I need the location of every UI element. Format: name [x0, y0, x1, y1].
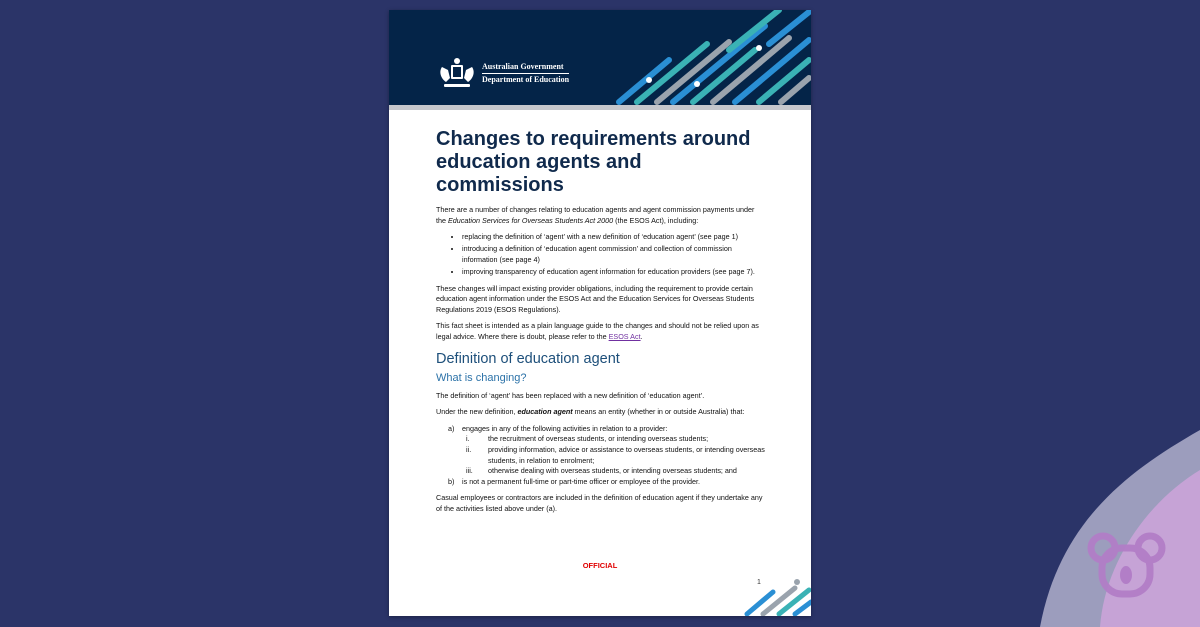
section-heading: Definition of education agent: [436, 350, 620, 367]
casual-employees-paragraph: Casual employees or contractors are included in the definition of education agent if they undertake any of the activities listed above under (a).: [436, 493, 763, 513]
impact-paragraph: These changes will impact existing provider obligations, including the requirement to provide certain education agent information under the ESOS Act and the Education Services for Overseas Students Regulations 2019 (ESOS Regulations).: [436, 283, 755, 314]
list-item: ii. providing information, advice or assistance to overseas students, or intending overseas students, in relation to enrolment;: [466, 444, 765, 465]
document-page: [389, 10, 811, 616]
banner-stripes-decoration: [609, 10, 811, 105]
logo-line-government: Australian Government: [482, 61, 569, 74]
changes-list: [436, 232, 766, 277]
definition-paragraph: Under the new definition, education agent means an entity (whether in or outside Australia) that:: [436, 407, 745, 417]
koala-nose: [1120, 566, 1132, 584]
list-item: • introducing a definition of ‘education agent commission’ and collection of commission information (see page 4): [462, 244, 766, 265]
defined-term: education agent: [517, 407, 573, 417]
list-item: i. the recruitment of overseas students, or intending overseas students;: [466, 434, 709, 444]
page-number: 1: [757, 579, 761, 586]
government-logo: [436, 56, 569, 90]
classification-marking: OFFICIAL: [582, 561, 618, 570]
list-item: a) engages in any of the following activities in relation to a provider:: [448, 423, 668, 433]
list-item: • improving transparency of education agent information for education providers (see page 7).: [462, 267, 766, 278]
header-banner: [389, 10, 811, 105]
act-name: Education Services for Overseas Students Act 2000: [448, 215, 614, 225]
fact-sheet-paragraph: This fact sheet is intended as a plain language guide to the changes and should not be relied upon as legal advice. Where there is doubt, please refer to the ESOS Act.: [436, 321, 759, 341]
document-title: Changes to requirements around education agents and commissions: [436, 128, 751, 196]
footer-stripes-decoration: [733, 572, 811, 616]
intro-paragraph: There are a number of changes relating to education agents and agent commission payments under the Education Services for Overseas Students Act 2000 (the ESOS Act), including:: [436, 205, 755, 225]
list-item: iii. otherwise dealing with overseas students, or intending overseas students; and: [466, 466, 737, 476]
list-item: b) is not a permanent full-time or part-time officer or employee of the provider.: [448, 476, 700, 486]
esos-act-link[interactable]: ESOS Act: [608, 331, 641, 341]
replaced-paragraph: The definition of ‘agent’ has been replaced with a new definition of ‘education agent’.: [436, 390, 705, 400]
subheading: What is changing?: [436, 371, 527, 384]
definition-list: [436, 424, 766, 488]
coat-of-arms-icon: [436, 56, 478, 90]
logo-line-department: Department of Education: [482, 75, 570, 84]
document-body: [436, 128, 766, 520]
header-divider: [389, 105, 811, 110]
list-item: • replacing the definition of ‘agent’ with a new definition of ‘education agent’ (see page 1): [462, 232, 766, 243]
